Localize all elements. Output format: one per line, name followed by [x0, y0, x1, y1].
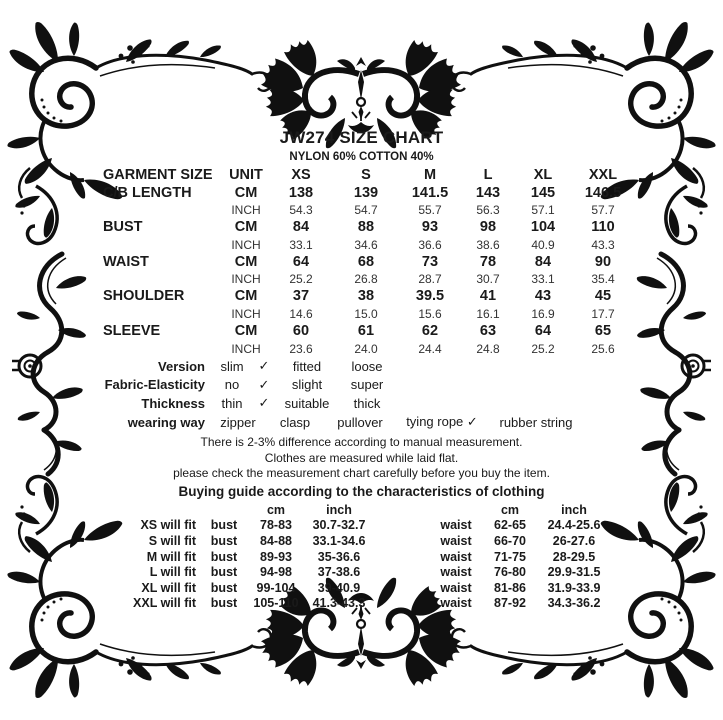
buying-guide-heading: Buying guide according to the characteristics of clothing [178, 483, 545, 499]
value-cell: 54.7 [354, 203, 378, 218]
unit-cell: CM [234, 219, 258, 236]
attribute-option: loose [351, 358, 383, 374]
value-cell: 104 [530, 219, 556, 236]
fabric-composition: NYLON 60% COTTON 40% [289, 151, 434, 163]
value-cell: 24.4 [418, 341, 442, 356]
unit-cell: CM [234, 323, 258, 340]
waist-inch: 31.9-33.9 [547, 580, 601, 595]
bust-label: bust [210, 518, 238, 533]
row-label: BUST [103, 219, 143, 236]
header-cell: UNIT [229, 167, 263, 184]
garment-attributes [100, 357, 582, 431]
value-cell: 88 [357, 219, 375, 236]
value-cell: 23.6 [289, 341, 313, 356]
bust-label: bust [210, 580, 238, 595]
value-cell: 64 [292, 253, 310, 270]
row-label: C/B LENGTH [103, 184, 192, 201]
bust-cm: 89-93 [260, 549, 292, 564]
size-row-shoulder-cm [100, 288, 636, 305]
waist-inch: 28-29.5 [552, 549, 596, 564]
attribute-option-checked: tying rope ✓ [406, 414, 478, 430]
waist-inch: 24.4-25.6 [547, 518, 601, 533]
value-cell: 25.2 [289, 272, 313, 287]
header-cell: cm [500, 502, 520, 517]
bust-inch: 30.7-32.7 [312, 518, 366, 533]
value-cell: 62 [421, 323, 439, 340]
value-cell: 143 [475, 184, 501, 201]
value-cell: 26.8 [354, 272, 378, 287]
unit-cell: INCH [231, 203, 261, 218]
value-cell: 16.9 [531, 307, 555, 322]
value-cell: 64 [534, 323, 552, 340]
size-row-sleeve-inch [100, 340, 636, 357]
unit-cell: CM [234, 184, 258, 201]
header-cell: inch [561, 502, 587, 517]
unit-cell: INCH [231, 341, 261, 356]
bust-cm: 105-110 [253, 596, 299, 611]
waist-cm: 62-65 [494, 518, 526, 533]
value-cell: 57.1 [531, 203, 555, 218]
waist-inch: 34.3-36.2 [547, 596, 601, 611]
value-cell: 68 [357, 253, 375, 270]
bust-label: bust [210, 549, 238, 564]
waist-cm: 66-70 [494, 533, 526, 548]
value-cell: 146.5 [584, 184, 622, 201]
buying-guide-table [85, 502, 610, 611]
header-cell: cm [266, 502, 286, 517]
waist-cm: 76-80 [494, 565, 526, 580]
header-cell: XS [291, 167, 311, 184]
value-cell: 45 [594, 288, 612, 305]
value-cell: 35.4 [591, 272, 615, 287]
size-row-sleeve-cm [100, 323, 636, 340]
attribute-label: Thickness [141, 395, 205, 411]
bust-cm: 94-98 [260, 565, 292, 580]
measurement-notes [0, 435, 723, 500]
value-cell: 141.5 [411, 184, 449, 201]
size-row-cb-length-inch [100, 202, 636, 219]
header-cell: XXL [588, 167, 618, 184]
bust-cm: 84-88 [260, 533, 292, 548]
value-cell: 60 [292, 323, 310, 340]
bust-cm: 99-104 [256, 580, 296, 595]
value-cell: 43.3 [591, 237, 615, 252]
waist-label: waist [440, 533, 472, 548]
buying-guide-row-xl [85, 580, 610, 596]
waist-cm: 71-75 [494, 549, 526, 564]
value-cell: 55.7 [418, 203, 442, 218]
attribute-row-wearing-way [100, 413, 582, 432]
value-cell: 43 [534, 288, 552, 305]
value-cell: 90 [594, 253, 612, 270]
bust-inch: 41.3-43.3 [312, 596, 366, 611]
waist-cm: 81-86 [494, 580, 526, 595]
value-cell: 24.8 [476, 341, 500, 356]
header-cell: M [423, 167, 437, 184]
attribute-option: super [350, 377, 384, 393]
size-fit-label: XXL will fit [133, 596, 196, 611]
value-cell: 37 [292, 288, 310, 305]
value-cell: 93 [421, 219, 439, 236]
check-icon: ✓ [258, 358, 270, 374]
value-cell: 54.3 [289, 203, 313, 218]
buying-guide-header [85, 502, 610, 518]
value-cell: 73 [421, 253, 439, 270]
value-cell: 78 [479, 253, 497, 270]
attribute-option: rubber string [499, 414, 573, 430]
waist-label: waist [440, 596, 472, 611]
size-row-cb-length-cm [100, 184, 636, 201]
bust-inch: 33.1-34.6 [312, 533, 366, 548]
attribute-row-version [100, 357, 582, 376]
value-cell: 84 [534, 253, 552, 270]
value-cell: 34.6 [354, 237, 378, 252]
unit-cell: CM [234, 288, 258, 305]
attribute-label: Version [158, 358, 205, 374]
attribute-option: slim [220, 358, 244, 374]
attribute-option: thick [353, 395, 381, 411]
buying-guide-row-m [85, 549, 610, 565]
attribute-option: clasp [279, 414, 311, 430]
value-cell: 63 [479, 323, 497, 340]
value-cell: 30.7 [476, 272, 500, 287]
bust-label: bust [210, 533, 238, 548]
waist-label: waist [440, 549, 472, 564]
value-cell: 139 [353, 184, 379, 201]
header-cell: S [361, 167, 371, 184]
row-label: WAIST [103, 253, 149, 270]
waist-label: waist [440, 580, 472, 595]
buying-guide-row-l [85, 564, 610, 580]
value-cell: 14.6 [289, 307, 313, 322]
attribute-option: thin [221, 395, 243, 411]
attribute-row-elasticity [100, 376, 582, 395]
value-cell: 40.9 [531, 237, 555, 252]
waist-label: waist [440, 565, 472, 580]
value-cell: 145 [530, 184, 556, 201]
note-line: There is 2-3% difference according to manual measurement. [200, 435, 523, 449]
row-label: SLEEVE [103, 323, 161, 340]
value-cell: 56.3 [476, 203, 500, 218]
header-cell: GARMENT SIZE [103, 167, 213, 184]
size-fit-label: S will fit [148, 533, 196, 548]
value-cell: 39.5 [415, 288, 445, 305]
value-cell: 33.1 [531, 272, 555, 287]
attribute-option: no [224, 377, 240, 393]
value-cell: 65 [594, 323, 612, 340]
attribute-option: slight [291, 377, 323, 393]
value-cell: 38 [357, 288, 375, 305]
waist-inch: 29.9-31.5 [547, 565, 601, 580]
value-cell: 33.1 [289, 237, 313, 252]
value-cell: 15.6 [418, 307, 442, 322]
value-cell: 57.7 [591, 203, 615, 218]
buying-guide-row-xs [85, 518, 610, 534]
value-cell: 15.0 [354, 307, 378, 322]
attribute-option: suitable [284, 395, 330, 411]
size-table [100, 167, 636, 357]
attribute-label: wearing way [127, 414, 205, 430]
value-cell: 138 [288, 184, 314, 201]
waist-label: waist [440, 518, 472, 533]
bust-label: bust [210, 565, 238, 580]
attribute-option: fitted [292, 358, 322, 374]
value-cell: 24.0 [354, 341, 378, 356]
size-row-shoulder-inch [100, 305, 636, 322]
value-cell: 25.6 [591, 341, 615, 356]
check-icon: ✓ [258, 376, 270, 392]
header-cell: inch [326, 502, 352, 517]
value-cell: 41 [479, 288, 497, 305]
note-line: Clothes are measured while laid flat. [264, 450, 459, 465]
value-cell: 61 [357, 323, 375, 340]
value-cell: 38.6 [476, 237, 500, 252]
size-row-waist-inch [100, 271, 636, 288]
size-fit-label: XL will fit [141, 580, 196, 595]
check-icon: ✓ [258, 395, 270, 411]
bust-inch: 37-38.6 [317, 565, 361, 580]
buying-guide-row-xxl [85, 596, 610, 612]
header-cell: L [483, 167, 493, 184]
attribute-label: Fabric-Elasticity [104, 377, 205, 393]
value-cell: 36.6 [418, 237, 442, 252]
value-cell: 28.7 [418, 272, 442, 287]
unit-cell: INCH [231, 272, 261, 287]
size-table-header [100, 167, 636, 184]
size-fit-label: M will fit [146, 549, 196, 564]
attribute-option: zipper [220, 414, 256, 430]
page-title: JW274 SIZE CHART [279, 128, 444, 147]
waist-inch: 26-27.6 [552, 533, 596, 548]
bust-label: bust [210, 596, 238, 611]
unit-cell: CM [234, 253, 258, 270]
unit-cell: INCH [231, 307, 261, 322]
attribute-row-thickness [100, 394, 582, 413]
value-cell: 98 [479, 219, 497, 236]
size-fit-label: L will fit [149, 565, 196, 580]
bust-cm: 78-83 [260, 518, 292, 533]
unit-cell: INCH [231, 237, 261, 252]
size-row-waist-cm [100, 253, 636, 270]
header-cell: XL [533, 167, 553, 184]
attribute-option: pullover [337, 414, 383, 430]
buying-guide-row-s [85, 533, 610, 549]
note-line: please check the measurement chart carefully before you buy the item. [173, 466, 550, 480]
value-cell: 16.1 [476, 307, 500, 322]
bust-inch: 35-36.6 [317, 549, 361, 564]
row-label: SHOULDER [103, 288, 185, 305]
size-row-bust-inch [100, 236, 636, 253]
value-cell: 25.2 [531, 341, 555, 356]
bust-inch: 39-40.9 [317, 580, 361, 595]
value-cell: 110 [591, 219, 615, 236]
size-fit-label: XS will fit [140, 518, 196, 533]
size-row-bust-cm [100, 219, 636, 236]
value-cell: 84 [292, 219, 310, 236]
value-cell: 17.7 [591, 307, 615, 322]
waist-cm: 87-92 [494, 596, 526, 611]
